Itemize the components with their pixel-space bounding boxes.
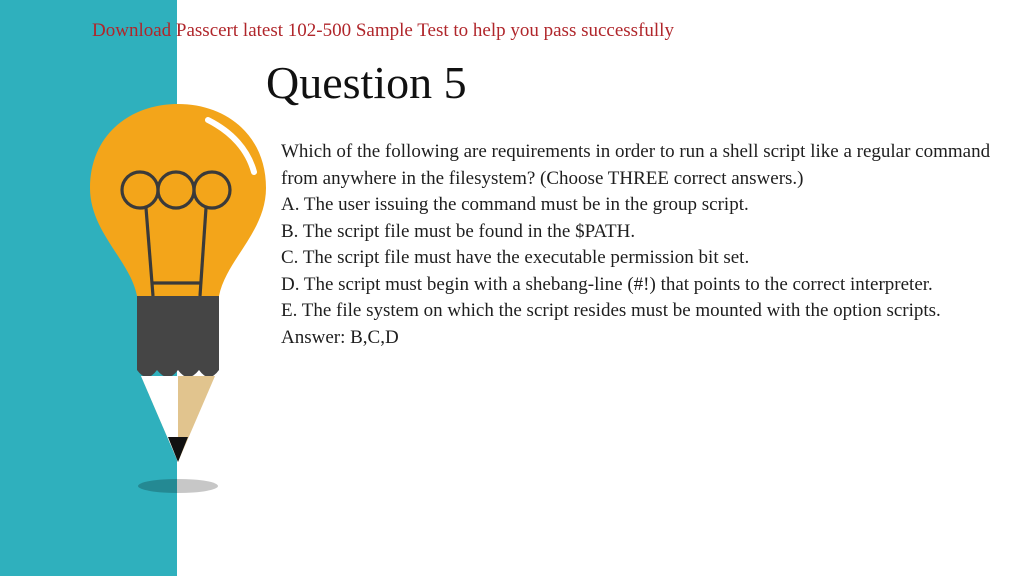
option-a: A. The user issuing the command must be in the group script.: [281, 194, 749, 215]
page-title: Question 5: [266, 57, 467, 108]
option-b: B. The script file must be found in the $PATH.: [281, 220, 636, 242]
option-c: C. The script file must have the executable permission bit set.: [281, 247, 750, 268]
option-d: D. The script must begin with a shebang-line (#!) that points to the correct interpreter.: [281, 273, 933, 295]
option-e: E. The file system on which the script resides must be mounted with the option scripts.: [281, 300, 941, 321]
banner-text: Download Passcert latest 102-500 Sample Test to help you pass successfully: [92, 20, 674, 41]
teal-side-band: [0, 0, 177, 576]
question-text: Which of the following are requirements in order to run a shell script like a regular command from anywhere in the filesystem? (Choose THREE correct answers.): [281, 141, 991, 189]
question-block: [281, 139, 1016, 351]
answer-text: Answer: B,C,D: [281, 326, 399, 348]
